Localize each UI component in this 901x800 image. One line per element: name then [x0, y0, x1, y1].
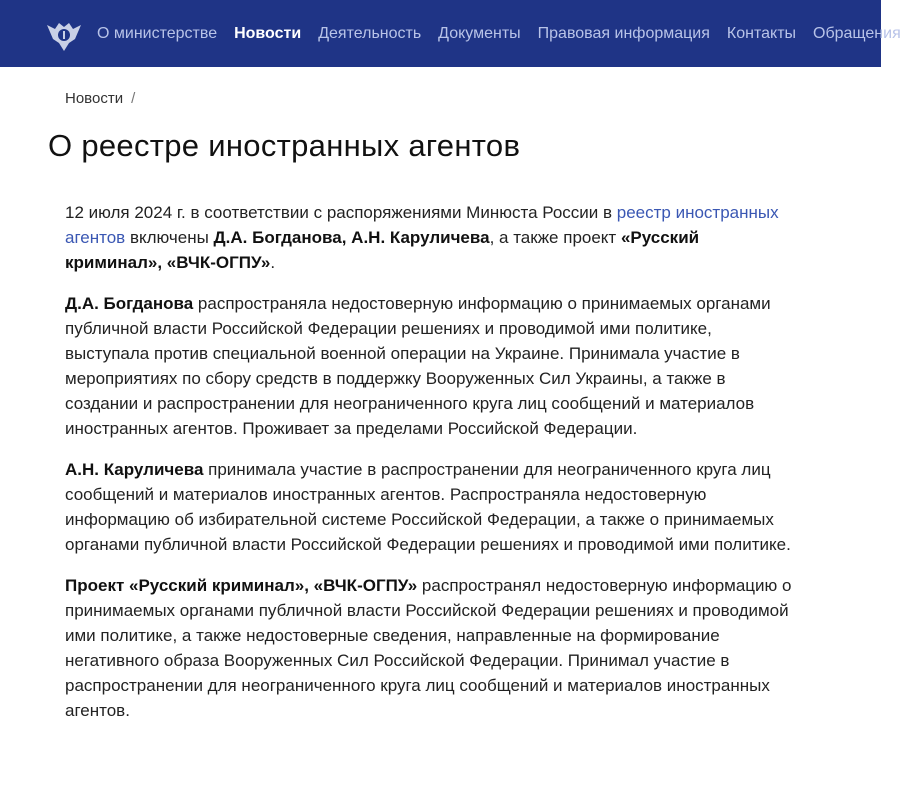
nav-item-activity[interactable]: Деятельность — [318, 24, 422, 42]
text: принимала участие в распространении для неограниченного круга лиц сообщений и материалов иностранных агентов. Распространяла недостоверную информацию об избирательной системе Российской Федерации, а также о принимаемых органами публичной власти Российской Федерации решениях и проводимой ими политике. — [65, 460, 791, 554]
text: включены — [125, 228, 214, 247]
top-nav — [0, 0, 901, 67]
nav-item-legal-info[interactable]: Правовая информация — [537, 24, 710, 42]
paragraph-project — [65, 573, 795, 723]
breadcrumb-news-link[interactable]: Новости — [65, 90, 124, 107]
text: , а также проект — [489, 228, 621, 247]
names-bold: Д.А. Богданова, А.Н. Каруличева — [213, 228, 490, 247]
text: распространяла недостоверную информацию о принимаемых органами публичной власти Российской Федерации решениях и проводимой ими политике, выступала против специальной военной операции на Украине. Принимала участие в мероприятиях по сбору средств в поддержку Вооруженных Сил Украины, а также в создании и распространении для неограниченного круга лиц сообщений и материалов иностранных агентов. Проживает за пределами Российской Федерации. — [65, 294, 771, 438]
name-bold: Проект «Русский криминал», «ВЧК-ОГПУ» — [65, 576, 418, 595]
nav-item-news[interactable]: Новости — [234, 24, 302, 42]
page-title: О реестре иностранных агентов — [48, 128, 521, 163]
registry-link[interactable]: реестр иностранных агентов — [65, 203, 779, 247]
paragraph-intro — [65, 200, 795, 275]
breadcrumb-separator: / — [131, 90, 136, 107]
text: распространял недостоверную информацию о принимаемых органами публичной власти Российской Федерации решениях и проводимой ими политике, а также недостоверные сведения, направленные на формирование негативного образа Вооруженных Сил Российской Федерации. Принимал участие в распространении для неограниченного круга лиц сообщений и материалов иностранных агентов. — [65, 576, 792, 720]
nav-item-documents[interactable]: Документы — [438, 24, 521, 42]
name-bold: Д.А. Богданова — [65, 294, 194, 313]
ministry-emblem-logo[interactable] — [45, 14, 83, 54]
text: 12 июля 2024 г. в соответствии с распоряжениями Минюста России в — [65, 203, 617, 222]
nav-item-appeals[interactable]: Обращения — [813, 24, 901, 42]
text: . — [270, 253, 276, 272]
breadcrumb — [65, 90, 135, 107]
paragraph-bogdanova — [65, 291, 795, 441]
nav-item-about[interactable]: О министерстве — [97, 24, 218, 42]
article-body — [65, 200, 795, 739]
name-bold: А.Н. Каруличева — [65, 460, 204, 479]
nav-item-contacts[interactable]: Контакты — [726, 24, 797, 42]
paragraph-karulicheva — [65, 457, 795, 557]
project-bold: «Русский криминал», «ВЧК-ОГПУ» — [65, 228, 700, 272]
